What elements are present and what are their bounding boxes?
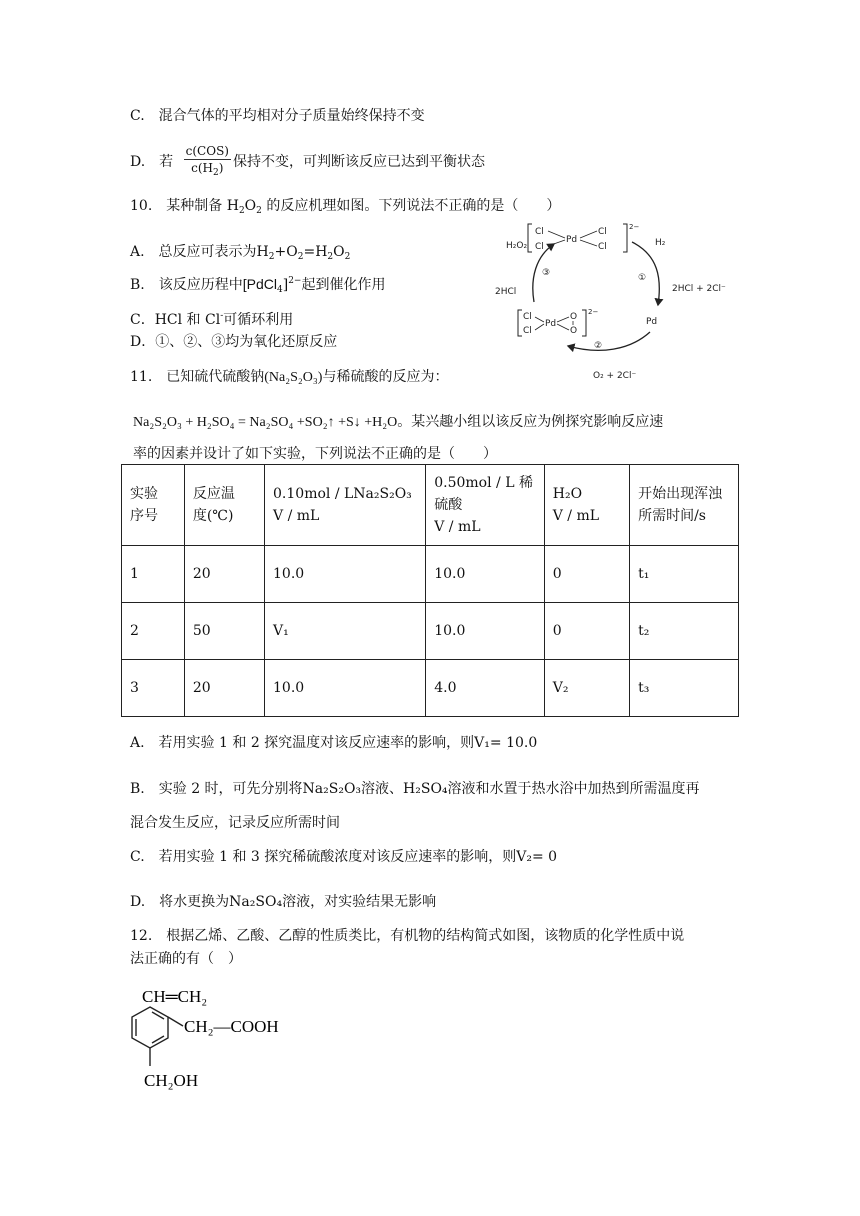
- table-header-cell: [426, 465, 545, 546]
- q10-option-b: [130, 274, 385, 295]
- table-cell: 0: [544, 546, 629, 603]
- q9-den-text: c(H: [191, 161, 214, 175]
- table-cell: V₁: [265, 603, 426, 660]
- vinyl-group: CH═CH₂: [142, 987, 208, 1006]
- q9-option-d-prefix: D. 若: [130, 154, 174, 170]
- q10-opt-b-sup: 2−: [288, 276, 302, 286]
- header-line: 硫酸: [434, 497, 463, 513]
- q11-option-d: D. 将水更换为Na₂SO₄溶液，对实验结果无影响: [130, 894, 437, 910]
- left-cl-2: Cl: [523, 326, 532, 336]
- q9-option-c: C. 混合气体的平均相对分子质量始终保持不变: [130, 108, 425, 124]
- table-header-cell: [630, 465, 739, 546]
- table-header-row: [122, 465, 739, 546]
- q11-experiment-table: [121, 464, 739, 717]
- header-line: V / mL: [273, 508, 320, 524]
- table-cell: V₂: [544, 660, 629, 717]
- table-header-cell: [122, 465, 185, 546]
- q12-stem-line2: 法正确的有（ ）: [130, 951, 242, 967]
- q9-option-d-suffix: 保持不变，可判断该反应已达到平衡状态: [232, 154, 485, 170]
- table-cell: t₂: [630, 603, 739, 660]
- q10-option-a: [130, 241, 350, 262]
- label-2hcl: 2HCl: [495, 287, 517, 297]
- q10-stem-a: 10. 某种制备 H: [130, 198, 239, 214]
- label-pd: Pd: [646, 317, 658, 327]
- header-line: H₂O: [552, 486, 583, 502]
- left-complex: [518, 308, 598, 336]
- header-line: 度(℃): [192, 508, 234, 524]
- q9-ratio-fraction: [184, 143, 231, 181]
- label-h2o2: H₂O₂: [506, 241, 528, 251]
- step2-label: ②: [594, 341, 603, 351]
- q11-line3: 率的因素并设计了如下实验，下列说法不正确的是（ ）: [133, 446, 497, 462]
- q10-opt-b-ion: [PdCl: [242, 276, 277, 292]
- q12-stem-line1: 12. 根据乙烯、乙酸、乙醇的性质类比，有机物的结构简式如图，该物质的化学性质中说: [130, 928, 685, 944]
- table-cell: 1: [122, 546, 185, 603]
- q10-opt-c-sup: -: [220, 311, 224, 321]
- step1-label: ①: [638, 273, 647, 283]
- q10-opt-b-close: ]: [282, 277, 289, 293]
- q11-equation: Na₂S₂O₃ + H₂SO₄ = Na₂SO₄ +SO₂↑ +S↓ +H₂O: [133, 415, 398, 430]
- q10-mechanism-diagram: [490, 220, 750, 385]
- table-cell: 2: [122, 603, 185, 660]
- header-line: 开始出现浑浊: [638, 486, 723, 502]
- q9-den-end: ): [218, 161, 224, 175]
- q9-den-sub: 2: [213, 168, 219, 178]
- q10-opt-c-1: C．HCl 和 Cl: [130, 312, 221, 328]
- header-line: 0.10mol / LNa₂S₂O₃: [273, 486, 412, 502]
- table-cell: 10.0: [265, 546, 426, 603]
- q11-stem-a: 11. 已知硫代硫酸钠: [130, 369, 265, 385]
- acetic-group: CH₂—COOH: [184, 1017, 279, 1036]
- header-line: 0.50mol / L 稀: [434, 475, 533, 491]
- q10-option-d: D．①、②、③均为氧化还原反应: [130, 334, 338, 350]
- q9-option-d: [130, 143, 485, 181]
- step3-label: ③: [542, 268, 551, 278]
- header-line: V / mL: [434, 519, 481, 535]
- table-header-cell: [265, 465, 426, 546]
- q11-option-a: A. 若用实验 1 和 2 探究温度对该反应速率的影响，则V₁= 10.0: [130, 735, 538, 751]
- q10-option-c: [130, 309, 293, 329]
- q10-opt-a-1: A. 总反应可表示为H: [130, 244, 269, 260]
- table-cell: 10.0: [426, 603, 545, 660]
- table-cell: 0: [544, 603, 629, 660]
- q10-opt-a-3: =H: [303, 244, 328, 260]
- header-line: V / mL: [552, 508, 600, 524]
- q10-opt-a-s4: 2: [344, 252, 351, 262]
- table-row: [122, 660, 739, 717]
- q10-stem-sub2: 2: [256, 206, 262, 216]
- top-cl-3: Cl: [598, 227, 607, 237]
- q10-stem-b: O: [244, 198, 257, 214]
- table-header-cell: [544, 465, 629, 546]
- top-complex: [528, 223, 639, 252]
- label-o2-2cl: O₂ + 2Cl⁻: [593, 371, 637, 381]
- step2-arrow: [568, 332, 650, 350]
- top-charge: 2−: [629, 223, 640, 231]
- q10-opt-a-s3: 2: [327, 252, 334, 262]
- q10-opt-a-s1: 2: [268, 252, 275, 262]
- q11-option-c: C. 若用实验 1 和 3 探究稀硫酸浓度对该反应速率的影响，则V₂= 0: [130, 849, 558, 865]
- q11-line2-tail: 。某兴趣小组以该反应为例探究影响反应速: [397, 414, 664, 430]
- table-cell: 10.0: [265, 660, 426, 717]
- left-cl-1: Cl: [523, 312, 532, 322]
- q11-option-b-line2: 混合发生反应，记录反应所需时间: [130, 815, 340, 831]
- q11-stem: [130, 366, 448, 386]
- q10-opt-a-s2: 2: [297, 252, 304, 262]
- top-pd: Pd: [566, 235, 578, 245]
- header-line: 反应温: [192, 486, 235, 502]
- left-charge: 2−: [588, 308, 599, 316]
- table-cell: t₃: [630, 660, 739, 717]
- table-header-cell: [184, 465, 264, 546]
- left-pd: Pd: [545, 319, 557, 329]
- q10-stem: [130, 195, 560, 216]
- left-o-2: O: [570, 326, 578, 336]
- table-cell: 4.0: [426, 660, 545, 717]
- table-row: [122, 546, 739, 603]
- q10-opt-b-2: 起到催化作用: [301, 277, 386, 293]
- top-cl-2: Cl: [535, 242, 544, 252]
- q12-structure-diagram: [120, 980, 340, 1100]
- table-row: [122, 603, 739, 660]
- header-line: 实验: [130, 486, 158, 502]
- table-cell: 10.0: [426, 546, 545, 603]
- left-o-1: O: [570, 312, 578, 322]
- table-cell: 3: [122, 660, 185, 717]
- top-cl-1: Cl: [535, 227, 544, 237]
- q11-option-b-line1: B. 实验 2 时，可先分别将Na₂S₂O₃溶液、H₂SO₄溶液和水置于热水浴中加热到所需温度再: [130, 781, 700, 797]
- q11-equation-line: [133, 411, 663, 431]
- table-cell: 50: [184, 603, 264, 660]
- label-h2: H₂: [655, 238, 666, 248]
- hydroxymethyl-group: CH₂OH: [144, 1071, 199, 1090]
- table-cell: 20: [184, 546, 264, 603]
- q9-ratio-denominator: [184, 160, 231, 181]
- q11-stem-b: 与稀硫酸的反应为：: [322, 369, 449, 385]
- q11-stem-formula: (Na₂S₂O₃): [264, 370, 323, 385]
- q10-opt-b-sub: 4: [276, 285, 283, 295]
- q9-ratio-numerator: c(COS): [185, 144, 229, 158]
- q10-opt-b-1: B. 该反应历程中: [130, 277, 243, 293]
- q10-stem-c: 的反应机理如图。下列说法不正确的是（ ）: [261, 198, 561, 214]
- label-2hcl-2cl: 2HCl + 2Cl⁻: [672, 284, 726, 294]
- header-line: 所需时间/s: [638, 508, 706, 524]
- q10-opt-c-2: 可循环利用: [223, 312, 294, 328]
- benzene-ring: [132, 1007, 168, 1048]
- q10-opt-a-4: O: [333, 244, 345, 260]
- table-cell: t₁: [630, 546, 739, 603]
- table-cell: 20: [184, 660, 264, 717]
- q10-opt-a-2: +O: [274, 244, 298, 260]
- top-cl-4: Cl: [598, 242, 607, 252]
- header-line: 序号: [130, 508, 158, 524]
- q10-stem-sub1: 2: [238, 206, 245, 216]
